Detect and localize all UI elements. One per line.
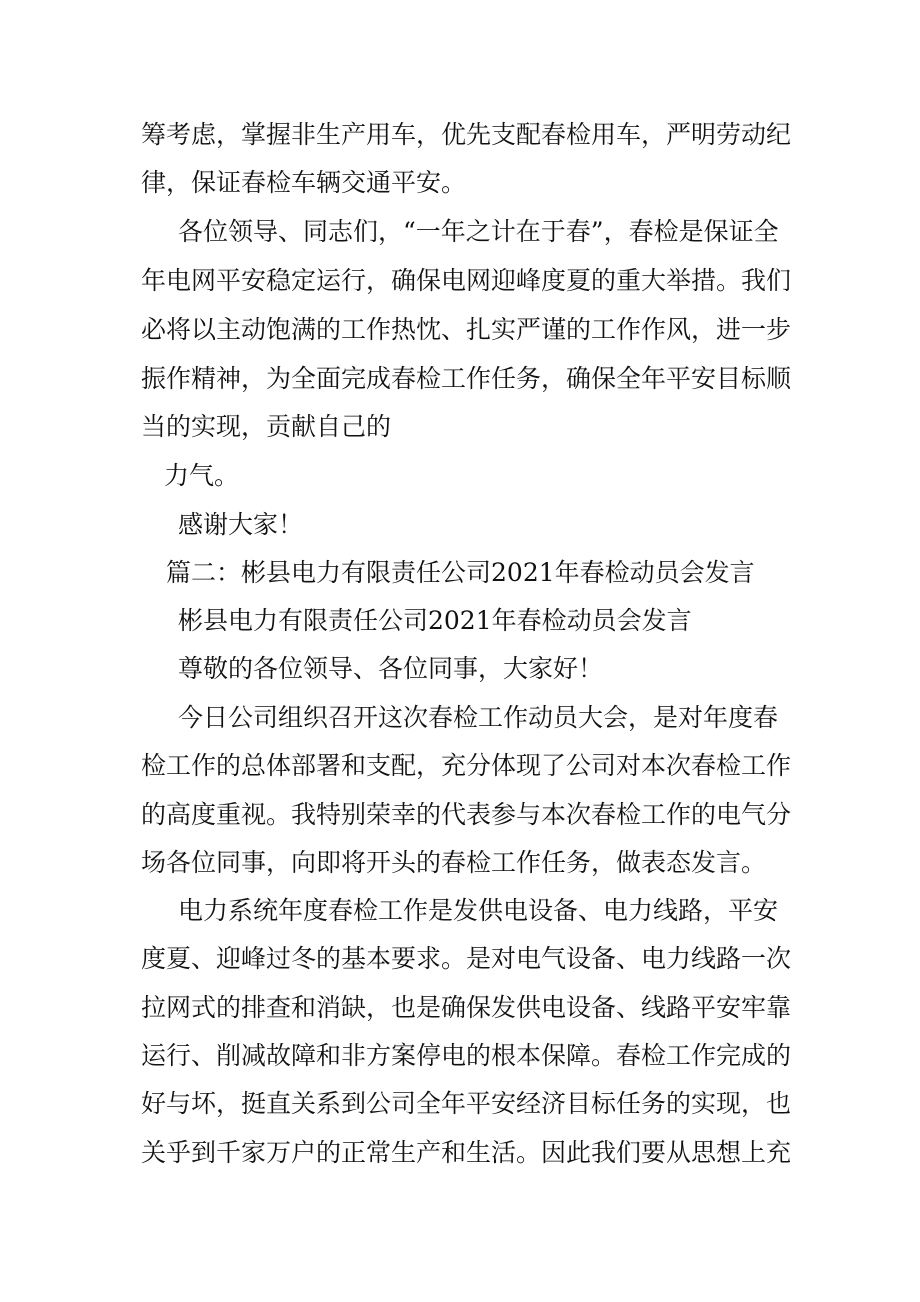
text-line: 运行、削减故障和非方案停电的根本保障。春检工作完成的 [141, 1041, 792, 1070]
text-line: 振作精神，为全面完成春检工作任务，确保全年平安目标顺 [141, 364, 792, 393]
text-line: 今日公司组织召开这次春检工作动员大会，是对年度春 [178, 703, 779, 732]
text-line: 电力系统年度春检工作是发供电设备、电力线路，平安 [178, 896, 779, 925]
text-line: 律，保证春检车辆交通平安。 [141, 168, 467, 197]
text-line: 的高度重视。我特别荣幸的代表参与本次春检工作的电气分 [141, 800, 792, 829]
text-line: 必将以主动饱满的工作热忱、扎实严谨的工作作风，进一步 [141, 315, 792, 344]
text-line: 拉网式的排查和消缺，也是确保发供电设备、线路平安牢靠 [141, 993, 792, 1022]
text-line: 检工作的总体部署和支配，充分体现了公司对本次春检工作 [141, 751, 792, 780]
text-line: 年电网平安稳定运行，确保电网迎峰度夏的重大举措。我们 [141, 266, 792, 295]
text-line: 感谢大家！ [178, 510, 304, 539]
text-line: 力气。 [164, 461, 240, 490]
text-line: 关乎到千家万户的正常生产和生活。因此我们要从思想上充 [141, 1138, 792, 1167]
text-line: 场各位同事，向即将开头的春检工作任务，做表态发言。 [141, 848, 767, 877]
salutation: 尊敬的各位领导、各位同事，大家好！ [178, 654, 604, 683]
speech-title: 彬县电力有限责任公司2021年春检动员会发言 [178, 606, 692, 635]
section-heading: 篇二：彬县电力有限责任公司2021年春检动员会发言 [166, 558, 755, 587]
text-line: 当的实现，贡献自己的 [141, 412, 392, 441]
text-line: 各位领导、同志们，“一年之计在于春”，春检是保证全 [178, 217, 779, 246]
text-line: 度夏、迎峰过冬的基本要求。是对电气设备、电力线路一次 [141, 944, 792, 973]
text-line: 筹考虑，掌握非生产用车，优先支配春检用车，严明劳动纪 [141, 120, 792, 149]
text-line: 好与坏，挺直关系到公司全年平安经济目标任务的实现，也 [141, 1089, 792, 1118]
